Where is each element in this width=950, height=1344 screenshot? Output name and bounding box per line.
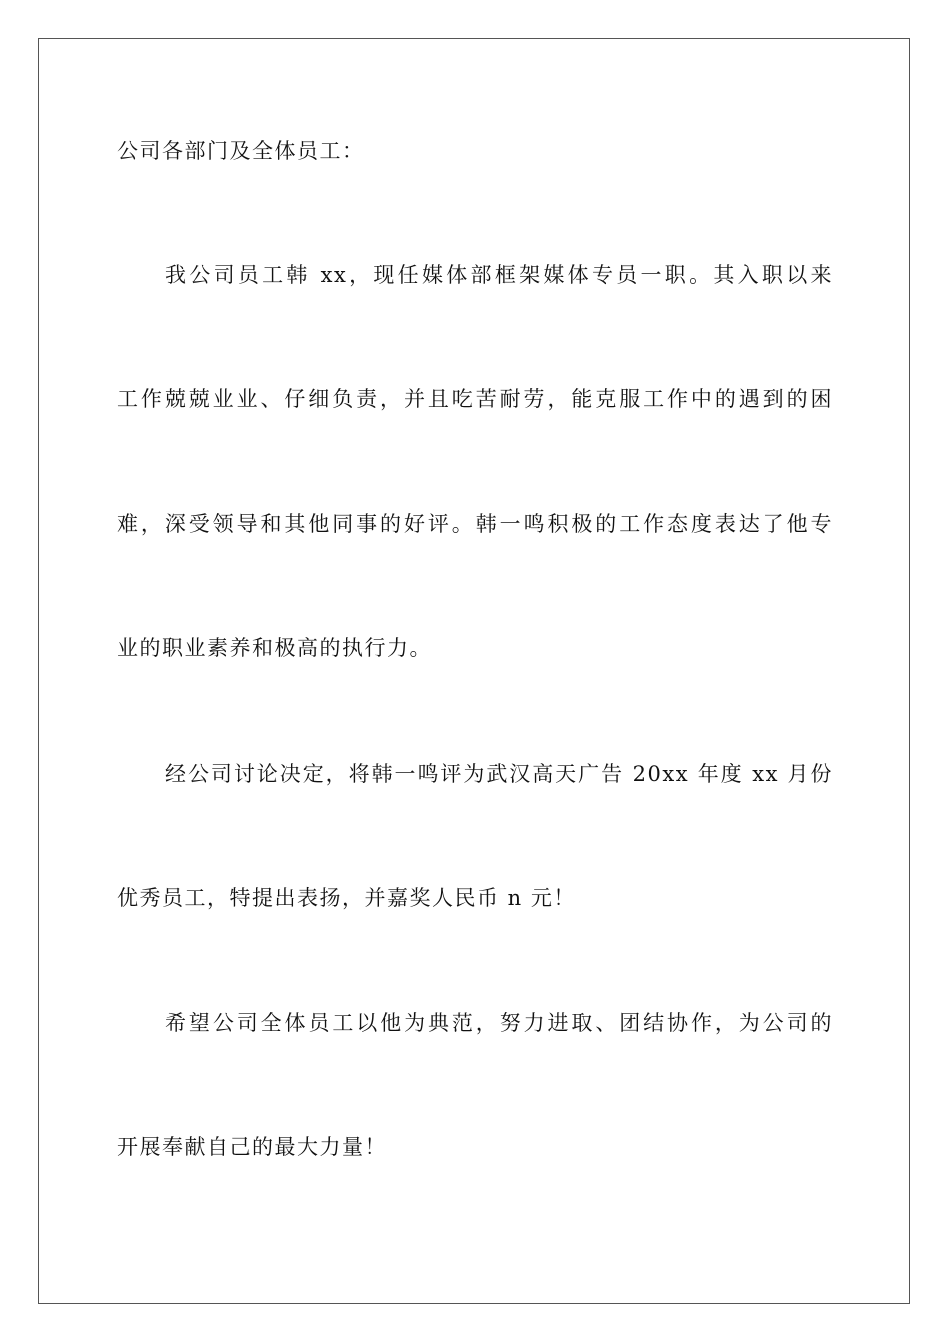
- paragraph-1-line-1: 我公司员工韩 xx，现任媒体部框架媒体专员一职。其入职以来: [165, 263, 833, 287]
- page-frame: [38, 38, 910, 1304]
- paragraph-1-line-3: 难，深受领导和其他同事的好评。韩一鸣积极的工作态度表达了他专: [117, 512, 833, 536]
- paragraph-2-line-2: 优秀员工，特提出表扬，并嘉奖人民币 n 元！: [117, 886, 576, 910]
- paragraph-1-line-4: 业的职业素养和极高的执行力。: [117, 636, 432, 660]
- paragraph-3-line-1: 希望公司全体员工以他为典范，努力进取、团结协作，为公司的: [165, 1011, 833, 1035]
- paragraph-2-line-1: 经公司讨论决定，将韩一鸣评为武汉高天广告 20xx 年度 xx 月份: [165, 762, 833, 786]
- salutation: 公司各部门及全体员工：: [117, 139, 365, 163]
- paragraph-3-line-2: 开展奉献自己的最大力量！: [117, 1135, 387, 1159]
- paragraph-1-line-2: 工作兢兢业业、仔细负责，并且吃苦耐劳，能克服工作中的遇到的困: [117, 387, 833, 411]
